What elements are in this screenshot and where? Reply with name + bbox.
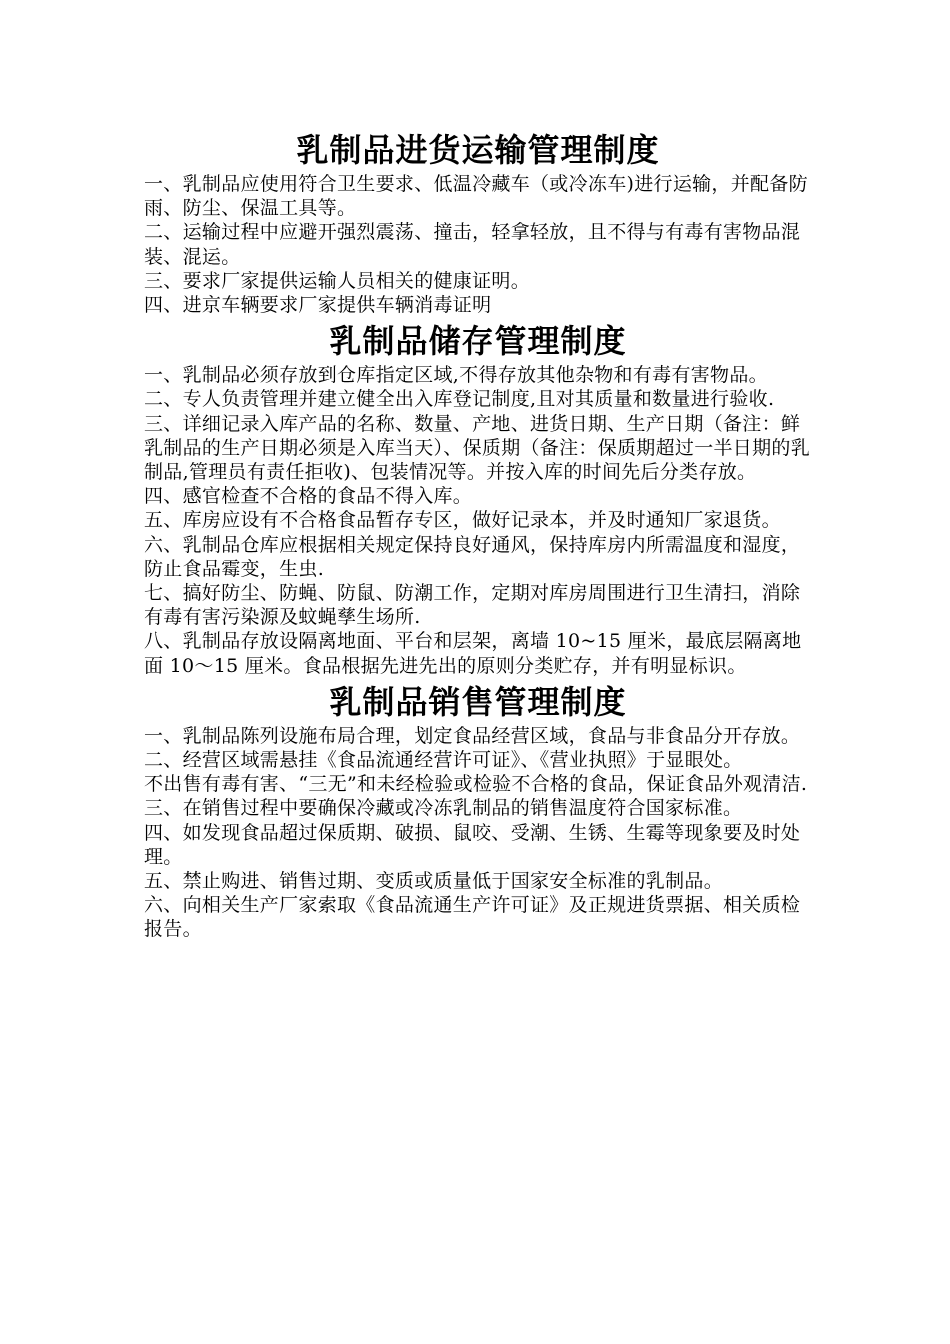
paragraph: 四、进京车辆要求厂家提供车辆消毒证明	[144, 294, 492, 317]
paragraph: 四、感官检查不合格的食品不得入库。	[144, 485, 473, 508]
paragraph: 五、禁止购进、销售过期、变质或质量低于国家安全标准的乳制品。	[144, 870, 724, 893]
document-page	[144, 128, 812, 942]
section-title: 乳制品销售管理制度	[329, 682, 627, 721]
section-title: 乳制品进货运输管理制度	[296, 131, 660, 169]
section-sales	[144, 680, 812, 942]
paragraph: 二、专人负责管理并建立健全出入库登记制度,且对其质量和数量进行验收.	[144, 388, 775, 411]
paragraph: 六、向相关生产厂家索取《食品流通生产许可证》及正规进货票据、相关质检报告。	[144, 894, 801, 941]
paragraph: 一、乳制品陈列设施布局合理，划定食品经营区域，食品与非食品分开存放。	[144, 724, 801, 747]
paragraph: 三、要求厂家提供运输人员相关的健康证明。	[144, 269, 531, 292]
section-storage	[144, 319, 812, 678]
paragraph: 五、库房应设有不合格食品暂存专区，做好记录本，并及时通知厂家退货。	[144, 509, 781, 532]
paragraph: 一、乳制品应使用符合卫生要求、低温冷藏车（或冷冻车)进行运输，并配备防雨、防尘、保温工具等。	[144, 173, 808, 220]
paragraph: 不出售有毒有害、“三无”和未经检验或检验不合格的食品，保证食品外观清洁.	[144, 773, 808, 796]
paragraph: 一、乳制品必须存放到仓库指定区域,不得存放其他杂物和有毒有害物品。	[144, 364, 768, 387]
paragraph: 四、如发现食品超过保质期、破损、鼠咬、受潮、生锈、生霉等现象要及时处理。	[144, 821, 801, 868]
paragraph: 八、乳制品存放设隔离地面、平台和层架，离墙 10~15 厘米，最底层隔离地面 10～15 厘米。食品根据先进先出的原则分类贮存，并有明显标识。	[144, 630, 802, 677]
paragraph: 三、在销售过程中要确保冷藏或冷冻乳制品的销售温度符合国家标准。	[144, 797, 743, 820]
paragraph: 二、运输过程中应避开强烈震荡、撞击，轻拿轻放，且不得与有毒有害物品混装、混运。	[144, 221, 801, 268]
paragraph: 六、乳制品仓库应根据相关规定保持良好通风，保持库房内所需温度和湿度，防止食品霉变，生虫.	[144, 533, 801, 580]
paragraph: 三、详细记录入库产品的名称、数量、产地、进货日期、生产日期（备注：鲜乳制品的生产日期必须是入库当天）、保质期（备注：保质期超过一半日期的乳制品,管理员有责任拒收)、包装情况等。并按入库的时间先后分类存放。	[144, 412, 811, 484]
section-transport	[144, 128, 812, 317]
paragraph: 二、经营区域需悬挂《食品流通经营许可证》、《营业执照》于显眼处。	[144, 749, 743, 772]
section-title: 乳制品储存管理制度	[329, 322, 627, 361]
paragraph: 七、搞好防尘、防蝇、防鼠、防潮工作，定期对库房周围进行卫生清扫，消除有毒有害污染源及蚊蝇孳生场所.	[144, 582, 801, 629]
